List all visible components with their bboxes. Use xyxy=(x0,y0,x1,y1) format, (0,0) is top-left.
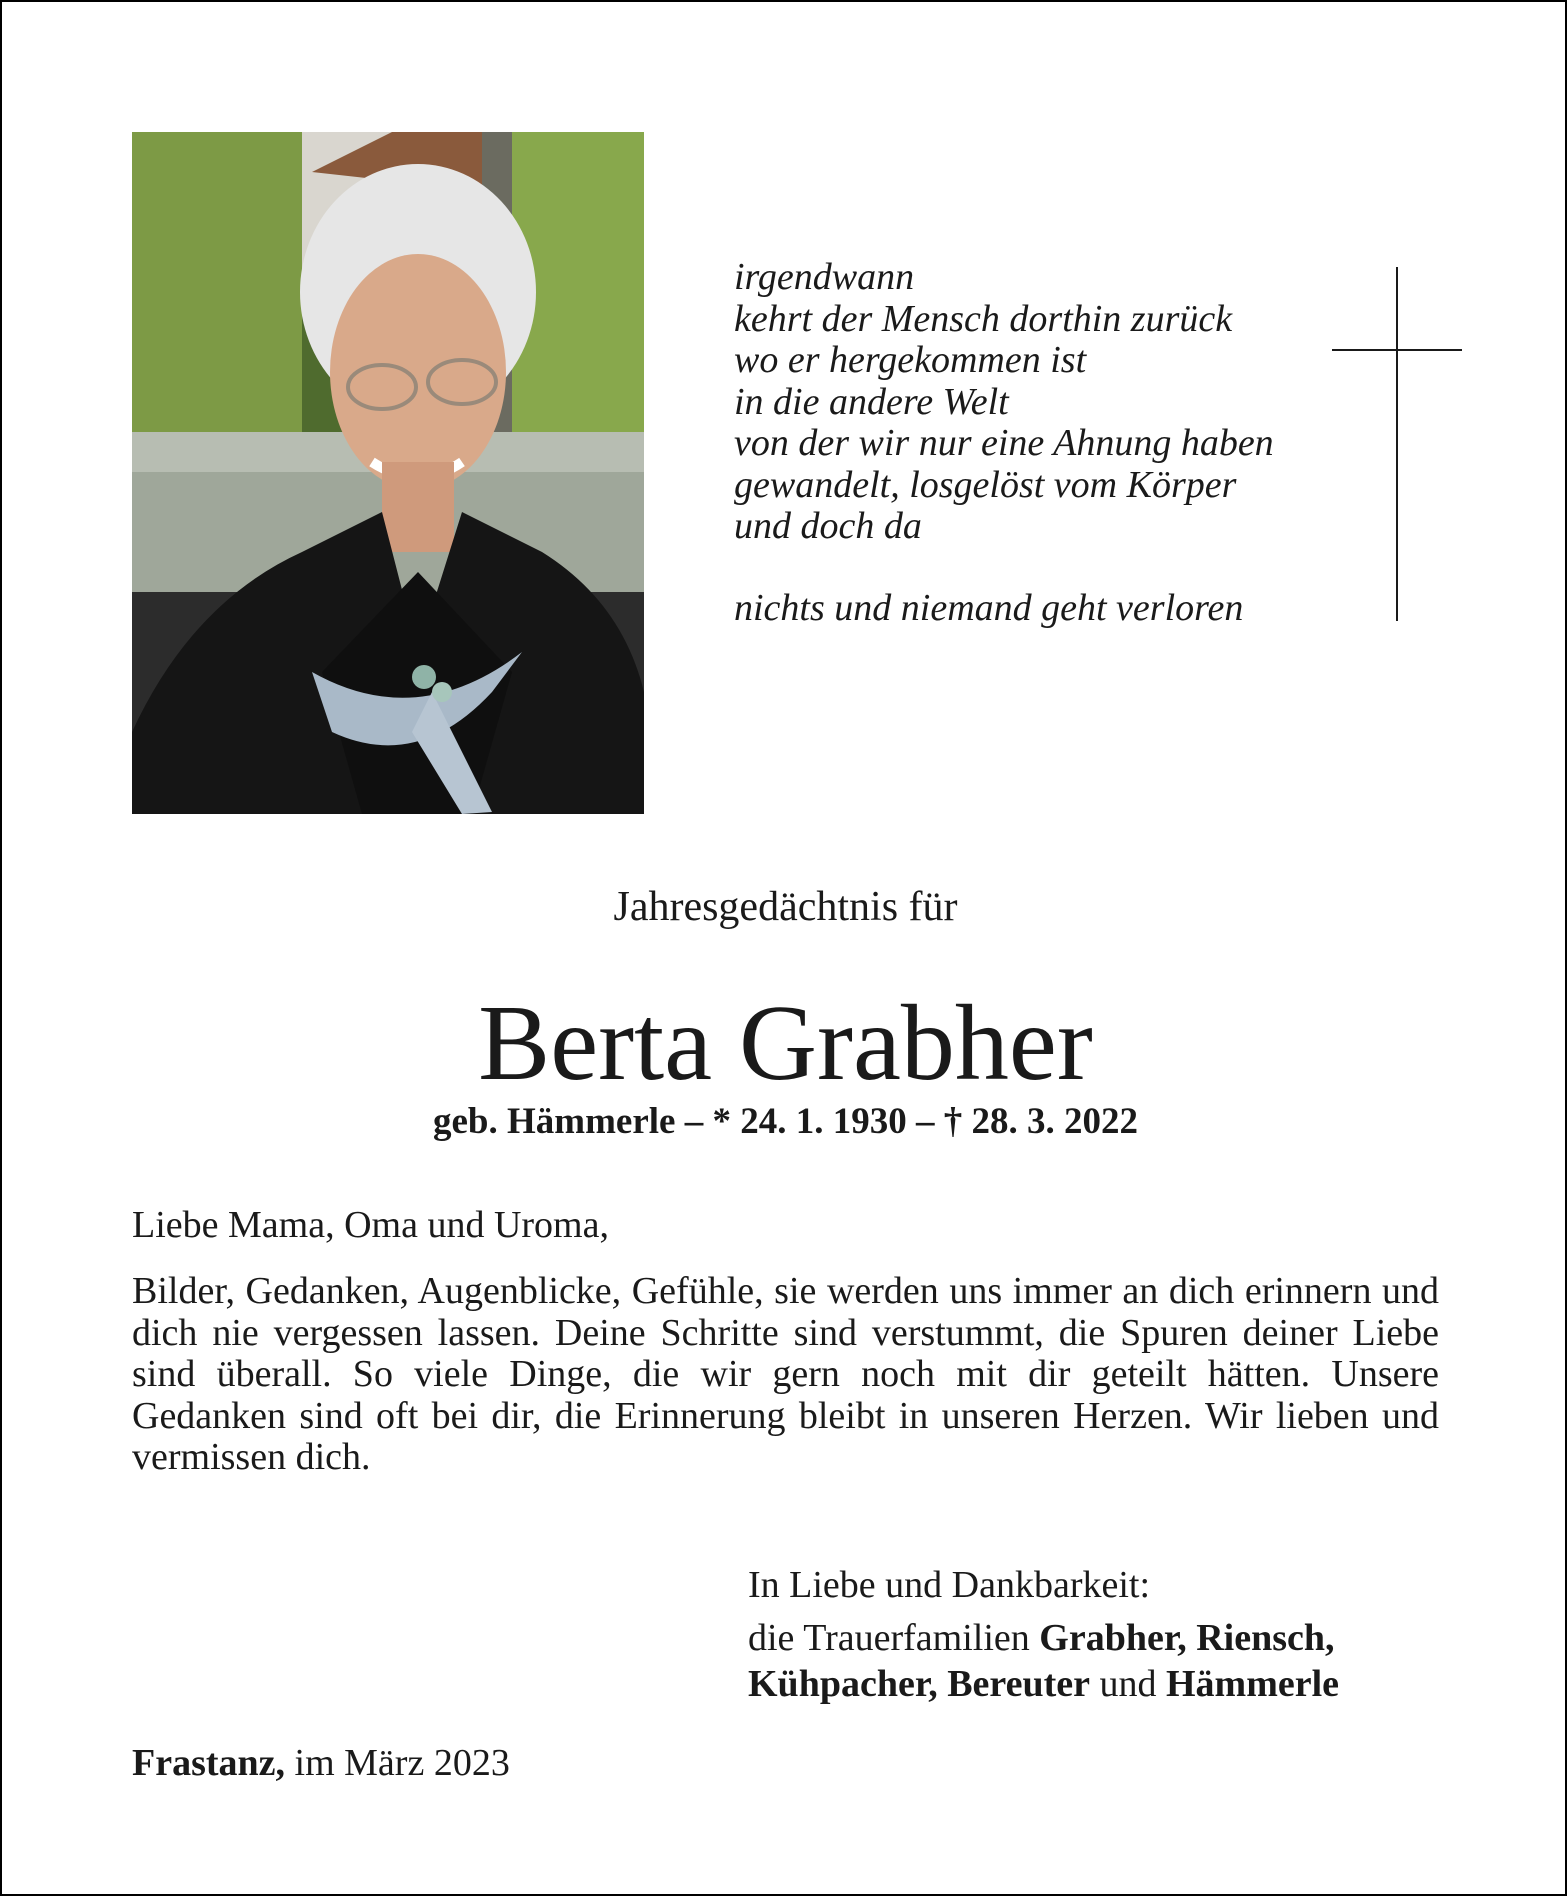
poem-line: und doch da xyxy=(734,505,922,547)
family-names-2: Kühpacher, Bereuter xyxy=(748,1663,1090,1705)
cross-vertical-bar xyxy=(1396,267,1398,621)
poem-line: irgendwann xyxy=(734,256,915,298)
poem-gap xyxy=(734,548,1334,588)
poem-closing-line: nichts und niemand geht verloren xyxy=(734,586,1244,629)
letter-greeting: Liebe Mama, Oma und Uroma, xyxy=(132,1204,609,1246)
place-name: Frastanz, xyxy=(132,1742,286,1784)
memorial-intro: Jahresgedächtnis für xyxy=(613,884,958,930)
family-names-1: Grabher, Riensch, xyxy=(1039,1617,1335,1659)
deceased-name: Berta Grabher xyxy=(478,984,1093,1103)
portrait-photo-icon xyxy=(132,132,644,814)
birth-death-details: geb. Hämmerle – * 24. 1. 1930 – † 28. 3. 2022 xyxy=(433,1101,1138,1142)
poem-line: gewandelt, losgelöst vom Körper xyxy=(734,463,1237,506)
signature-thanks: In Liebe und Dankbarkeit: xyxy=(748,1564,1151,1606)
cross-horizontal-bar xyxy=(1332,349,1462,351)
poem xyxy=(734,257,1334,629)
poem-line: von der wir nur eine Ahnung haben xyxy=(734,422,1274,464)
place-date xyxy=(132,1740,510,1786)
families-prefix: die Trauerfamilien xyxy=(748,1617,1030,1659)
poem-line: wo er hergekommen ist xyxy=(734,339,1087,381)
signature-families xyxy=(748,1615,1468,1707)
letter-body: Bilder, Gedanken, Augenblicke, Gefühle, sie werden uns immer an dich erinnern und dich nie vergessen lassen. Deine Schritte sind verstummt, die Spuren deiner Liebe sind überall. So viele Dinge, die wir gern noch mit dir geteilt hätten. Unsere Gedanken sind oft bei dir, die Erinnerung bleibt in unseren Herzen. Wir lieben und vermissen dich. xyxy=(132,1270,1439,1478)
families-connector: und xyxy=(1099,1663,1157,1705)
poem-line: kehrt der Mensch dorthin zurück xyxy=(734,297,1233,340)
date-text: im März 2023 xyxy=(294,1742,510,1784)
portrait-photo xyxy=(132,132,644,814)
family-names-3: Hämmerle xyxy=(1165,1663,1340,1705)
poem-line: in die andere Welt xyxy=(734,380,1009,423)
